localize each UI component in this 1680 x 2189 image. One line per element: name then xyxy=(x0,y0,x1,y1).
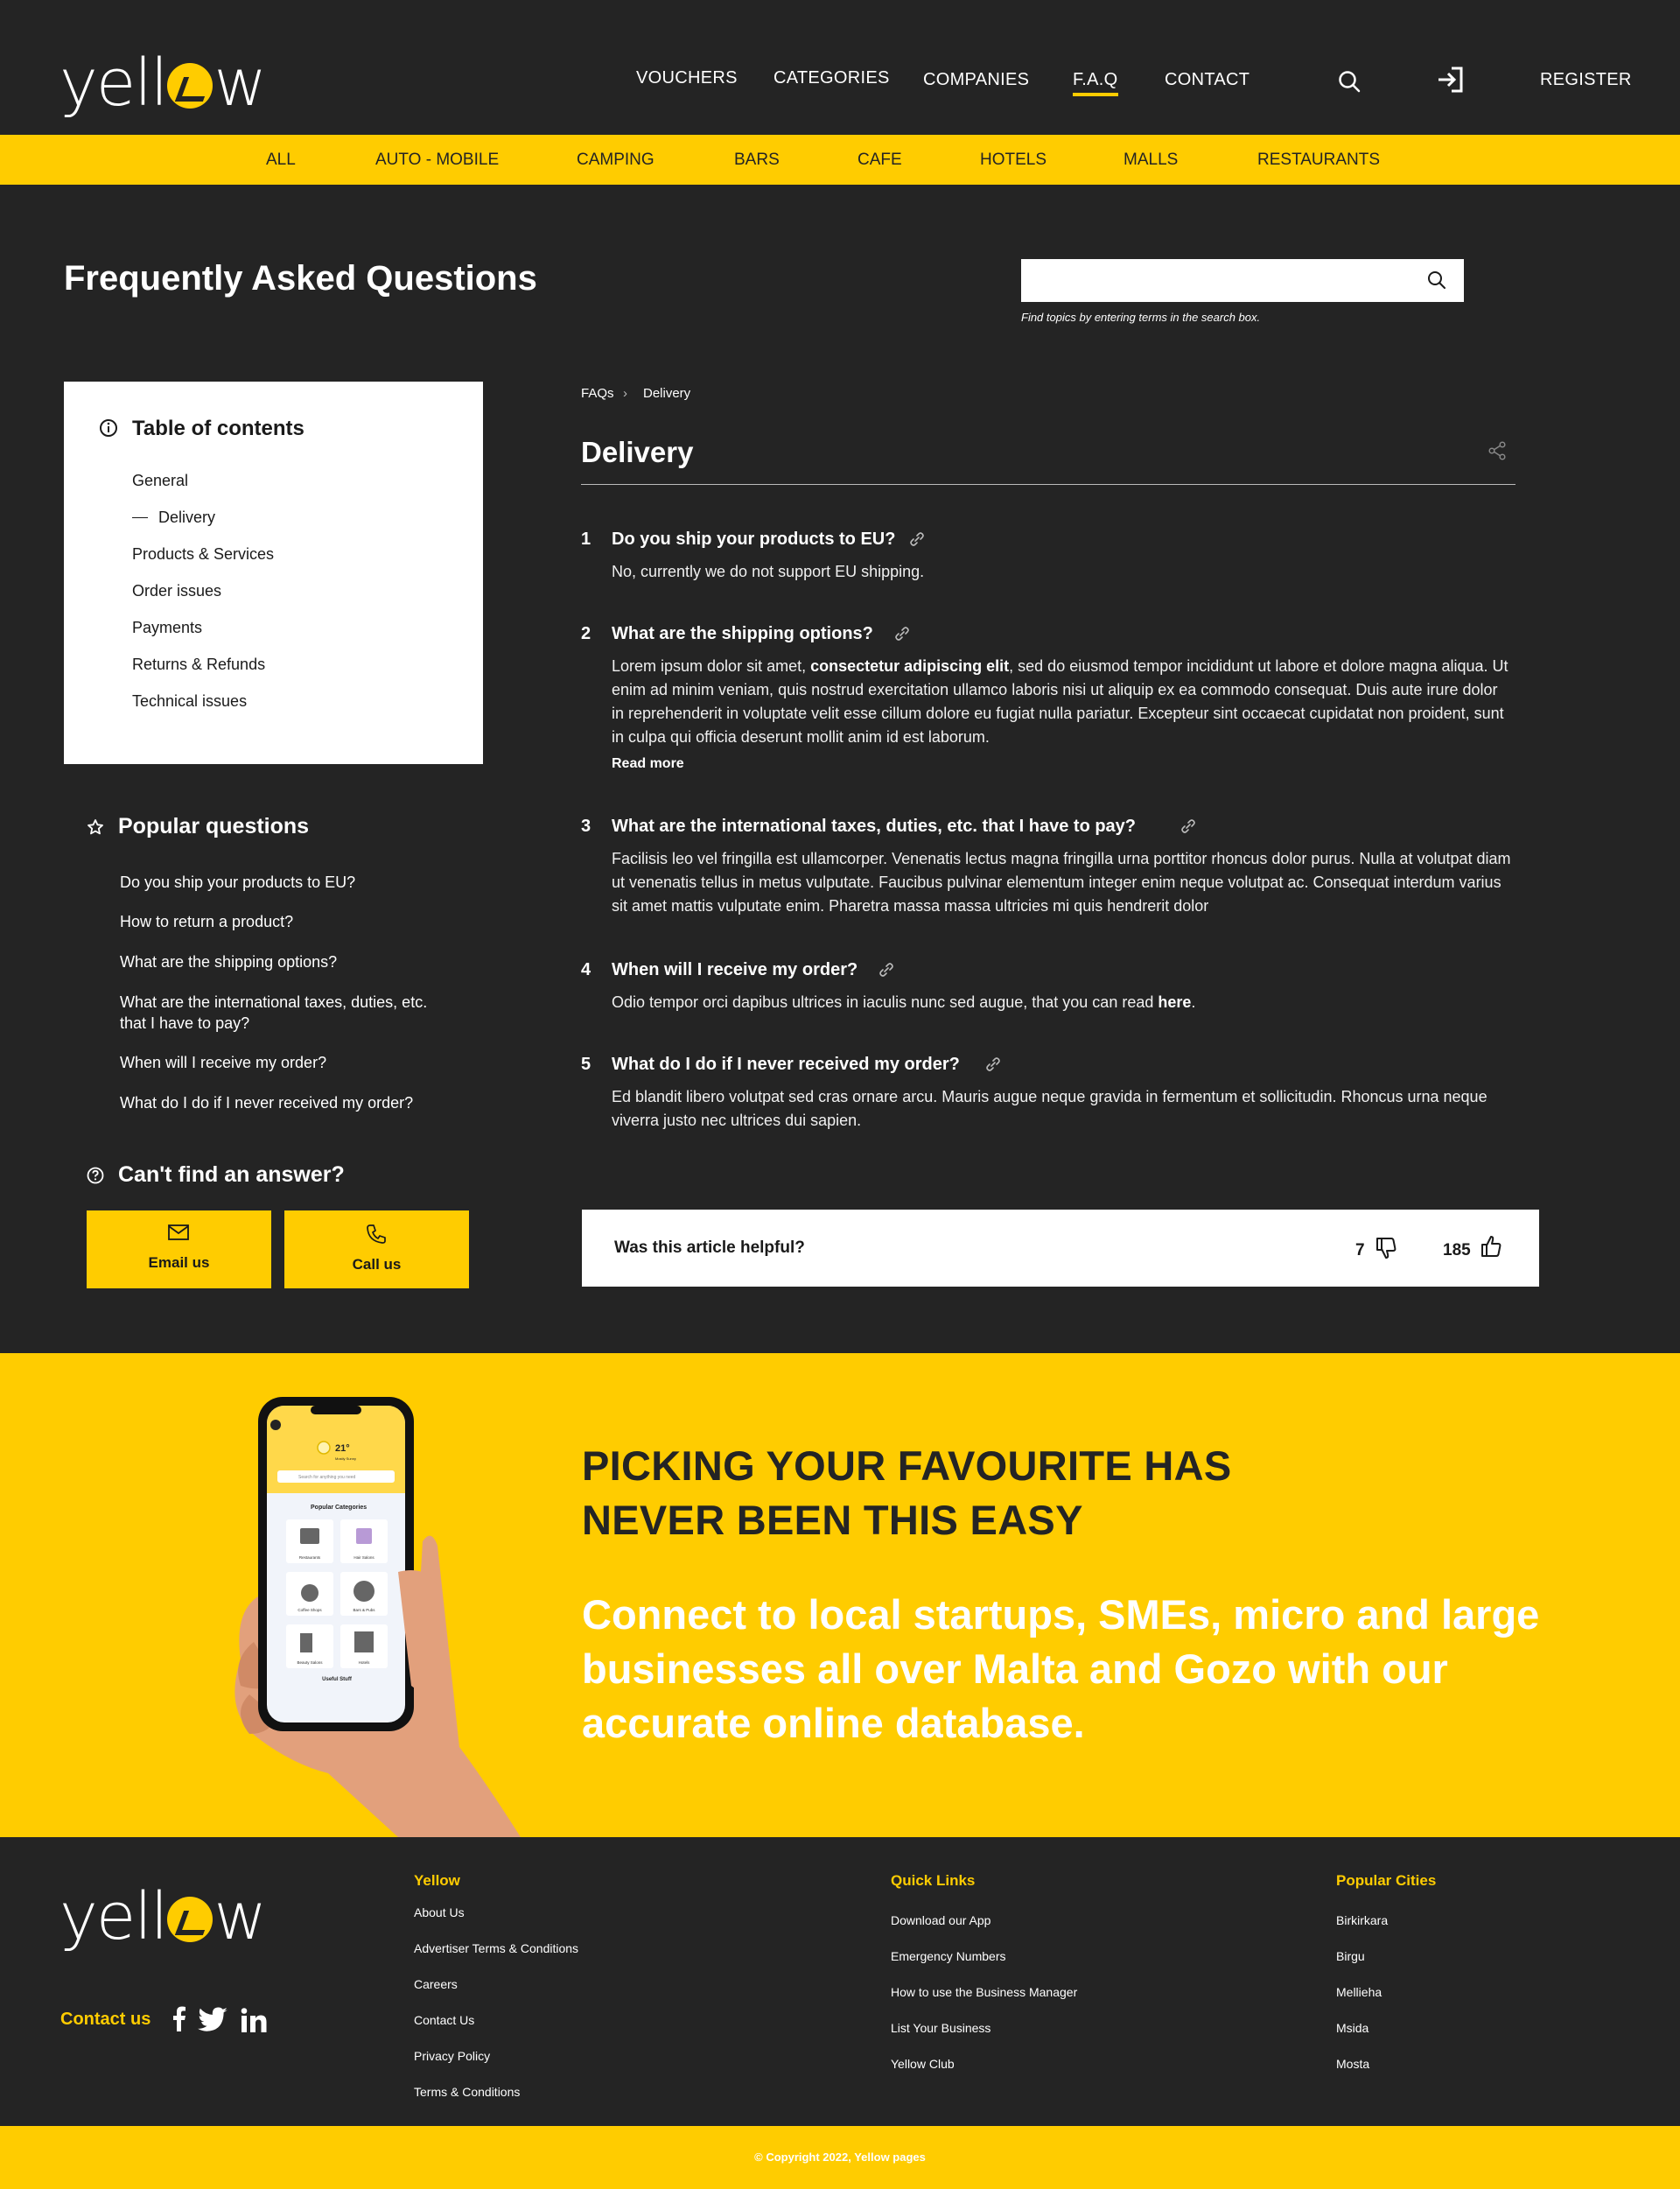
category-hotels[interactable]: HOTELS xyxy=(980,151,1047,169)
toc-item-delivery[interactable]: Delivery xyxy=(158,509,216,526)
question-number: 2 xyxy=(581,624,592,643)
popular-question-link[interactable]: What are the international taxes, duties, etc. that I have to pay? xyxy=(120,993,428,1032)
thumbs-up-count: 185 xyxy=(1443,1241,1471,1259)
category-bars[interactable]: BARS xyxy=(734,151,780,169)
answer-text: Ed blandit libero volutpat sed cras ornare arcu. Mauris augue neque gravida in fermentum et sollicitudin. Rhoncus urna neque viverra justo nec ultrices dui sapien. xyxy=(612,1088,1488,1129)
linkedin-icon[interactable] xyxy=(241,2008,267,2037)
help-circle-icon xyxy=(87,1167,104,1189)
popular-question-link[interactable]: Do you ship your products to EU? xyxy=(120,873,356,891)
breadcrumb-faqs[interactable]: FAQs xyxy=(581,386,614,401)
link-icon[interactable] xyxy=(908,530,926,552)
footer-link[interactable]: Mosta xyxy=(1336,2057,1370,2071)
breadcrumb-delivery: Delivery xyxy=(643,386,691,401)
popular-question-link[interactable]: What are the shipping options? xyxy=(120,953,338,971)
faq-search xyxy=(1021,259,1464,302)
question-title: What are the shipping options? xyxy=(612,624,873,643)
breadcrumb-chevron-icon: › xyxy=(623,386,627,401)
cant-find-title: Can't find an answer? xyxy=(118,1162,345,1187)
footer-link[interactable]: Birgu xyxy=(1336,1949,1365,1963)
yellow-logo[interactable]: yell w xyxy=(60,46,265,121)
footer-logo[interactable]: yell w xyxy=(60,1879,265,1954)
footer-link[interactable]: Advertiser Terms & Conditions xyxy=(414,1941,579,1955)
footer-link[interactable]: Yellow Club xyxy=(891,2057,955,2071)
footer-link[interactable]: Privacy Policy xyxy=(414,2049,491,2063)
nav-vouchers[interactable]: VOUCHERS xyxy=(636,68,738,88)
footer-link[interactable]: List Your Business xyxy=(891,2021,991,2035)
thumbs-down-count: 7 xyxy=(1355,1241,1365,1259)
question-number: 4 xyxy=(581,960,592,979)
question-number: 5 xyxy=(581,1055,592,1074)
question-title: Do you ship your products to EU? xyxy=(612,530,896,549)
share-icon[interactable] xyxy=(1488,441,1507,465)
faq-search-input[interactable] xyxy=(1021,259,1406,302)
here-link[interactable]: here xyxy=(1158,993,1192,1011)
popular-question-link[interactable]: How to return a product? xyxy=(120,913,294,930)
footer-quick-links-title: Quick Links xyxy=(891,1872,976,1889)
answer-text: Odio tempor orci dapibus ultrices in iaculis nunc sed augue, that you can read here. xyxy=(612,993,1196,1011)
phone-search: Search for anything you need xyxy=(298,1475,356,1480)
nav-companies[interactable]: COMPANIES xyxy=(923,70,1030,89)
phone-tile-label: Bars & Pubs xyxy=(353,1608,375,1612)
footer-yellow-title: Yellow xyxy=(414,1872,460,1889)
footer-link[interactable]: Careers xyxy=(414,1977,458,1991)
phone-footer: Useful Stuff xyxy=(322,1677,352,1682)
phone-tile-label: Coffee Shops xyxy=(298,1608,322,1612)
toc-title: Table of contents xyxy=(132,417,304,440)
facebook-icon[interactable] xyxy=(172,2005,186,2036)
toc-item-returns-refunds[interactable]: Returns & Refunds xyxy=(132,656,266,673)
phone-tile-label: Hair Salons xyxy=(354,1555,374,1560)
question-title: What are the international taxes, duties, etc. that I have to pay? xyxy=(612,817,1137,836)
mail-icon xyxy=(167,1223,190,1242)
phone-illustration xyxy=(223,1397,529,1837)
question-number: 1 xyxy=(581,530,592,549)
read-more-link[interactable]: Read more xyxy=(612,756,684,771)
category-bar xyxy=(0,135,1680,185)
login-icon[interactable] xyxy=(1436,66,1464,98)
helpful-panel xyxy=(582,1210,1539,1287)
category-malls[interactable]: MALLS xyxy=(1124,151,1179,169)
footer-link[interactable]: Download our App xyxy=(891,1913,991,1927)
site-footer xyxy=(0,1837,1680,2126)
phone-tile-label: Restaurants xyxy=(298,1555,321,1560)
search-icon[interactable] xyxy=(1338,70,1361,97)
toc-item-order-issues[interactable]: Order issues xyxy=(132,582,222,600)
category-camping[interactable]: CAMPING xyxy=(577,151,654,169)
footer-link[interactable]: Emergency Numbers xyxy=(891,1949,1006,1963)
category-restaurants[interactable]: RESTAURANTS xyxy=(1257,151,1381,169)
helpful-question: Was this article helpful? xyxy=(614,1238,805,1257)
phone-tile-label: Beauty Salons xyxy=(297,1660,323,1665)
question-title: When will I receive my order? xyxy=(612,960,858,979)
promo-subheadline: Connect to local startups, SMEs, micro and large businesses all over Malta and Gozo with our accurate online database. xyxy=(582,1591,1540,1746)
copyright-bar xyxy=(0,2126,1680,2189)
link-icon[interactable] xyxy=(893,625,911,647)
promo-headline: PICKING YOUR FAVOURITE HAS NEVER BEEN THIS EASY xyxy=(582,1442,1232,1543)
article-title: Delivery xyxy=(581,436,694,468)
link-icon[interactable] xyxy=(878,961,895,983)
footer-link[interactable]: About Us xyxy=(414,1905,465,1919)
footer-link[interactable]: Contact Us xyxy=(414,2013,475,2027)
email-us-label: Email us xyxy=(148,1254,210,1271)
thumbs-up-icon[interactable] xyxy=(1480,1234,1502,1263)
footer-link[interactable]: Terms & Conditions xyxy=(414,2085,521,2099)
info-icon xyxy=(99,418,118,442)
table-of-contents xyxy=(64,382,483,764)
toc-item-products-services[interactable]: Products & Services xyxy=(132,545,275,563)
phone-tile-label: Hotels xyxy=(358,1660,370,1665)
answer-text: No, currently we do not support EU shipping. xyxy=(612,563,925,580)
phone-weather: Mostly Sunny xyxy=(335,1456,357,1461)
site-header xyxy=(0,0,1680,135)
footer-link[interactable]: Mellieha xyxy=(1336,1985,1382,1999)
search-hint: Find topics by entering terms in the search box. xyxy=(1021,311,1261,324)
footer-popular-cities-title: Popular Cities xyxy=(1336,1872,1437,1889)
popular-question-link[interactable]: When will I receive my order? xyxy=(120,1054,327,1071)
toc-current-marker xyxy=(132,517,148,518)
category-auto-mobile[interactable]: AUTO - MOBILE xyxy=(375,151,500,169)
nav-categories[interactable]: CATEGORIES xyxy=(774,68,890,88)
footer-contact-label: Contact us xyxy=(60,2010,151,2029)
phone-temp: 21° xyxy=(335,1443,350,1454)
article-divider xyxy=(581,484,1516,485)
register-link[interactable]: REGISTER xyxy=(1540,70,1632,89)
logo-o-mark xyxy=(167,63,213,109)
call-us-button[interactable] xyxy=(284,1210,469,1288)
toc-item-payments[interactable]: Payments xyxy=(132,619,203,636)
twitter-icon[interactable] xyxy=(197,2007,228,2036)
answer-text: Lorem ipsum dolor sit amet, consectetur adipiscing elit, sed do eiusmod tempor incididunt ut labore et dolore magna aliqua. Ut enim ad minim veniam, quis nostrud exercitation ullamco laboris nisi ut aliquip ex ea commodo consequat. Duis aute irure dolor in reprehenderit in voluptate velit esse cillum dolore eu fugiat nulla pariatur. Excepteur sint occaecat cupidatat non proident, sunt in culpa qui officia deserunt mollit anim id est laborum. xyxy=(612,657,1508,746)
copyright-text: © Copyright 2022, Yellow pages xyxy=(754,2150,926,2164)
page-title: Frequently Asked Questions xyxy=(64,259,537,298)
phone-section-title: Popular Categories xyxy=(311,1505,368,1511)
link-icon[interactable] xyxy=(1180,817,1197,839)
question-title: What do I do if I never received my order? xyxy=(612,1055,960,1074)
footer-link[interactable]: How to use the Business Manager xyxy=(891,1985,1078,1999)
toc-item-general[interactable]: General xyxy=(132,472,189,489)
category-cafe[interactable]: CAFE xyxy=(858,151,902,169)
call-us-label: Call us xyxy=(352,1256,402,1273)
footer-link[interactable]: Birkirkara xyxy=(1336,1913,1389,1927)
phone-icon xyxy=(365,1223,388,1245)
category-all[interactable]: ALL xyxy=(266,151,296,169)
star-icon xyxy=(87,818,104,840)
thumbs-down-icon[interactable] xyxy=(1375,1236,1397,1265)
answer-text: Facilisis leo vel fringilla est ullamcorper. Venenatis lectus magna fringilla urna porttitor rhoncus dolor purus. Nulla at volutpat diam ut venenatis tellus in metus vulputate. Faucibus pulvinar elementum integer enim neque volutpat ac. Consequat interdum varius sit amet mattis vulputate enim. Pharetra massa massa ultricies mi quis hendrerit dolor xyxy=(612,850,1511,915)
footer-link[interactable]: Msida xyxy=(1336,2021,1369,2035)
link-icon[interactable] xyxy=(984,1056,1002,1077)
popular-questions-title: Popular questions xyxy=(118,814,310,838)
promo-banner xyxy=(0,1353,1680,1837)
toc-item-technical-issues[interactable]: Technical issues xyxy=(132,692,248,710)
email-us-button[interactable] xyxy=(87,1210,271,1288)
nav-contact[interactable]: CONTACT xyxy=(1165,70,1250,89)
popular-question-link[interactable]: What do I do if I never received my order? xyxy=(120,1094,414,1112)
question-number: 3 xyxy=(581,817,592,836)
search-icon[interactable] xyxy=(1427,270,1446,294)
nav-faq[interactable]: F.A.Q xyxy=(1073,70,1118,96)
logo-o-mark xyxy=(167,1897,213,1942)
